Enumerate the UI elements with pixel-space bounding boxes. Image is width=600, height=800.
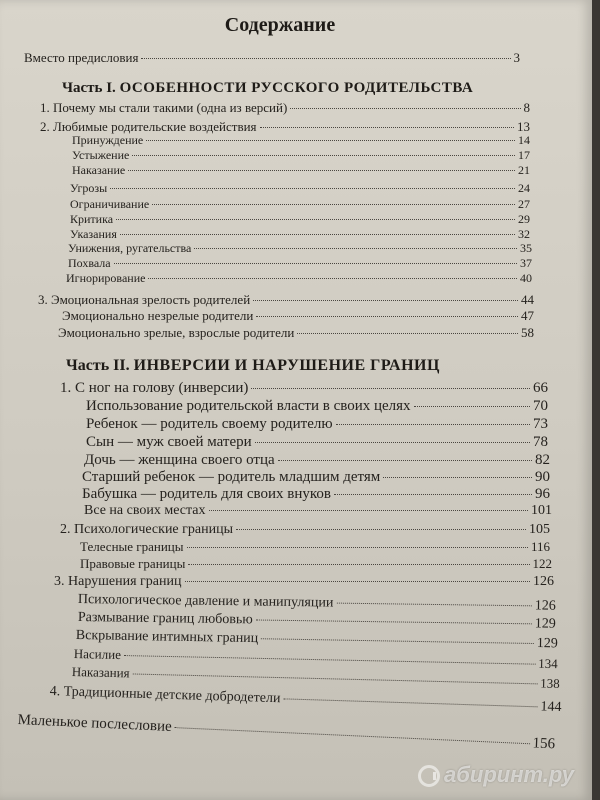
toc-entry-afterword: [17, 712, 555, 753]
dot-leader: [414, 406, 530, 407]
dot-leader: [188, 564, 529, 565]
toc-entry-text: Наказания: [71, 664, 130, 681]
toc-entry-text: Эмоционально незрелые родители: [62, 308, 254, 323]
dot-leader: [141, 58, 510, 59]
toc-entry-text: Сын — муж своей матери: [86, 434, 252, 450]
toc-entry-text: Психологическое давление и манипуляции: [77, 592, 334, 611]
part-heading: [62, 80, 473, 97]
toc-entry-page: 126: [534, 598, 556, 614]
part-heading: [66, 357, 440, 375]
dot-leader: [116, 219, 515, 220]
toc-entry: [82, 469, 550, 486]
toc-entry-text: 2. Любимые родительские воздействия: [40, 119, 257, 134]
dot-leader: [260, 127, 514, 128]
watermark-text: абиринт.ру: [444, 762, 574, 787]
toc-entry: [38, 292, 534, 308]
toc-entry-page: 129: [534, 616, 556, 632]
toc-entry: [72, 163, 530, 178]
toc-entry-text: Ограничивание: [70, 197, 150, 211]
toc-entry: [40, 100, 530, 116]
toc-entry-page: 13: [517, 119, 530, 134]
part-label: Часть II.: [66, 357, 130, 374]
toc-entry-text: Похвала: [68, 256, 111, 270]
dot-leader: [278, 460, 532, 461]
toc-entry-text: Принуждение: [72, 133, 144, 147]
toc-entry-text: Вскрывание интимных границ: [75, 628, 259, 647]
toc-entry: [86, 416, 548, 433]
dot-leader: [194, 248, 517, 249]
toc-entry-page: 3: [513, 50, 520, 65]
toc-entry: [72, 133, 530, 148]
toc-entry-page: 37: [520, 256, 532, 270]
toc-entry: [84, 452, 550, 469]
toc-entry-page: 40: [520, 271, 532, 285]
labirint-logo-icon: [418, 765, 440, 787]
dot-leader: [110, 188, 515, 189]
toc-entry-page: 90: [535, 469, 550, 485]
toc-entry: [72, 148, 530, 163]
toc-entry-text: Старший ребенок — родитель младшим детям: [82, 469, 381, 485]
toc-entry: [70, 181, 530, 196]
toc-entry-page: 17: [518, 148, 530, 162]
toc-entry: [68, 241, 532, 256]
toc-entry-page: 73: [533, 416, 548, 432]
part-name: ИНВЕРСИИ И НАРУШЕНИЕ ГРАНИЦ: [133, 357, 440, 374]
toc-entry-page: 126: [533, 574, 554, 589]
dot-leader: [152, 204, 515, 205]
toc-entry-page: 66: [533, 380, 548, 396]
toc-entry-text: Правовые границы: [80, 556, 186, 571]
toc-entry-text: Указания: [70, 227, 117, 241]
toc-entry-page: 29: [518, 212, 530, 226]
toc-entry-page: 129: [536, 636, 558, 652]
toc-entry: [70, 212, 530, 227]
toc-entry-page: 35: [520, 241, 532, 255]
toc-entry-page: 138: [539, 675, 560, 691]
toc-entry-text: Бабушка — родитель для своих внуков: [82, 486, 332, 502]
toc-entry-page: 24: [518, 181, 530, 195]
toc-entry-preface: [24, 50, 520, 66]
toc-entry-text: 3. Эмоциональная зрелость родителей: [38, 292, 251, 307]
toc-entry-text: 1. С ног на голову (инверсии): [60, 380, 249, 396]
toc-entry: [80, 556, 552, 572]
toc-entry-page: 27: [518, 197, 530, 211]
dot-leader: [383, 477, 532, 478]
toc-entry-page: 78: [533, 434, 548, 450]
dot-leader: [120, 234, 515, 235]
toc-entry-page: 144: [540, 699, 562, 716]
toc-entry: [66, 271, 532, 286]
dot-leader: [146, 140, 515, 141]
dot-leader: [283, 698, 537, 707]
toc-entry-page: 116: [530, 539, 550, 554]
toc-entry: [68, 256, 532, 271]
toc-entry-text: Игнорирование: [66, 271, 146, 285]
toc-entry-text: Критика: [70, 212, 114, 226]
dot-leader: [175, 727, 530, 744]
toc-entry-page: 21: [518, 163, 530, 177]
part-label: Часть I.: [62, 80, 116, 96]
toc-entry: [70, 197, 530, 212]
toc-entry: [82, 486, 550, 503]
toc-entry: [70, 227, 530, 242]
dot-leader: [185, 581, 531, 582]
dot-leader: [251, 388, 530, 389]
part-name: ОСОБЕННОСТИ РУССКОГО РОДИТЕЛЬСТВА: [119, 80, 474, 96]
dot-leader: [236, 529, 526, 530]
dot-leader: [187, 547, 528, 548]
dot-leader: [334, 494, 532, 495]
dot-leader: [148, 278, 517, 279]
dot-leader: [336, 424, 530, 425]
dot-leader: [336, 603, 531, 607]
dot-leader: [290, 108, 520, 109]
dot-leader: [253, 300, 518, 301]
toc-entry-page: 47: [521, 308, 534, 323]
toc-entry-page: 105: [529, 522, 550, 537]
dot-leader: [261, 638, 534, 644]
dot-leader: [132, 155, 515, 156]
toc-entry-text: Унижения, ругательства: [68, 241, 192, 255]
toc-entry-text: Насилие: [73, 646, 122, 662]
toc-entry-text: 3. Нарушения границ: [54, 574, 182, 589]
dot-leader: [297, 333, 518, 334]
toc-entry-page: 58: [521, 325, 534, 340]
toc-entry-page: 156: [532, 735, 556, 753]
page-title: Содержание: [224, 14, 336, 36]
toc-entry-text: 2. Психологические границы: [60, 522, 233, 537]
toc-entry-page: 122: [532, 556, 552, 571]
toc-entry-text: Маленькое послесловие: [17, 712, 173, 735]
toc-entry-text: Все на своих местах: [84, 503, 206, 518]
dot-leader: [133, 673, 538, 684]
toc-entry-text: Телесные границы: [80, 539, 184, 554]
toc-entry-page: 44: [521, 292, 534, 307]
dot-leader: [128, 170, 515, 171]
toc-entry-page: 134: [538, 655, 558, 672]
toc-entry-text: Использование родительской власти в своих целях: [86, 398, 411, 414]
toc-entry-text: Вместо предисловия: [24, 50, 139, 65]
toc-entry: [86, 434, 548, 451]
toc-entry-page: 32: [518, 227, 530, 241]
toc-entry: [60, 522, 550, 538]
dot-leader: [256, 316, 518, 317]
toc-entry: [84, 503, 552, 519]
toc-entry-text: 1. Почему мы стали такими (одна из версий): [40, 100, 288, 115]
toc-entry-text: Эмоционально зрелые, взрослые родители: [58, 325, 295, 340]
toc-entry: [54, 574, 554, 590]
dot-leader: [255, 442, 530, 443]
toc-entry: [62, 308, 534, 324]
toc-entry-page: 96: [535, 486, 550, 502]
toc-entry-text: Устыжение: [72, 148, 130, 162]
toc-entry-text: Размывание границ любовью: [77, 610, 253, 628]
dot-leader: [256, 619, 532, 624]
toc-entry-text: Дочь — женщина своего отца: [84, 452, 275, 468]
dot-leader: [124, 655, 535, 665]
watermark: [418, 762, 574, 788]
toc-entry-page: 82: [535, 452, 550, 468]
dot-leader: [114, 263, 517, 264]
toc-entry-page: 8: [523, 100, 530, 115]
toc-entry: [80, 539, 550, 555]
toc-entry-page: 14: [518, 133, 530, 147]
toc-entry: [58, 325, 534, 341]
toc-entry-page: 101: [531, 503, 552, 518]
toc-entry: [60, 380, 548, 397]
toc-entry-text: Наказание: [72, 163, 126, 177]
toc-entry-text: 4. Традиционные детские добродетели: [49, 684, 281, 707]
toc-entry: [86, 398, 548, 415]
toc-entry-text: Угрозы: [70, 181, 108, 195]
toc-entry-page: 70: [533, 398, 548, 414]
dot-leader: [209, 510, 528, 511]
toc-entry-text: Ребенок — родитель своему родителю: [86, 416, 333, 432]
